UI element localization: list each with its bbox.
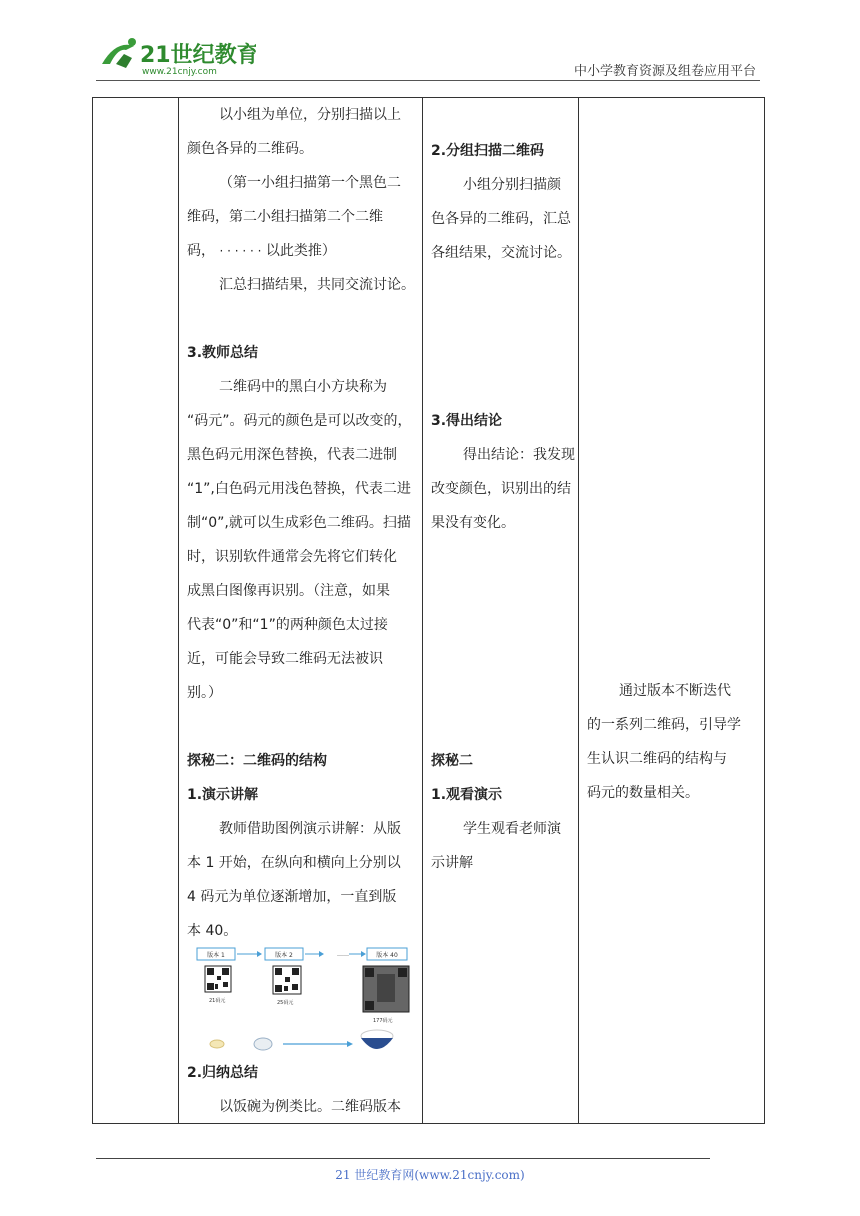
text-span: 以此类推）: [265, 243, 336, 259]
footer-link[interactable]: 21 世纪教育网(www.21cnjy.com): [335, 1168, 525, 1182]
section-heading: 1.观看演示: [431, 787, 503, 803]
text-line: 汇总扫描结果，共同交流讨论。: [219, 277, 415, 293]
text-line: 本 1 开始，在纵向和横向上分别以: [187, 855, 401, 871]
module-count-25: 25码元: [277, 1000, 294, 1006]
text-line: 小组分别扫描颜: [463, 177, 561, 193]
text-line: 示讲解: [431, 855, 473, 871]
header-divider: [96, 80, 760, 81]
qr-version-figure: [187, 944, 419, 1074]
text-line: 别。）: [187, 685, 222, 701]
section-heading: 1.演示讲解: [187, 787, 259, 803]
text-line: 代表“0”和“1”的两种颜色太过接: [187, 617, 388, 633]
qr-code-v40: [363, 966, 409, 1012]
version-1-label: 版本 1: [207, 952, 225, 959]
text-line: 以小组为单位，分别扫描以上: [219, 107, 401, 123]
text-line: 黑色码元用深色替换，代表二进制: [187, 447, 397, 463]
text-line: 颜色各异的二维码。: [187, 141, 313, 157]
footer-divider: [96, 1158, 710, 1159]
text-line: “码元”。码元的颜色是可以改变的，: [187, 413, 412, 429]
medium-bowl-icon: [254, 1038, 272, 1050]
text-line: 通过版本不断迭代: [619, 683, 731, 699]
table-col-2: [179, 98, 423, 1124]
module-count-177: 177码元: [373, 1018, 393, 1024]
text-line: 的一系列二维码，引导学: [587, 717, 741, 733]
module-count-21: 21码元: [209, 998, 226, 1004]
text-line: 学生观看老师演: [463, 821, 561, 837]
text-line: 成黑白图像再识别。（注意，如果: [187, 583, 390, 599]
text-line: 得出结论：我发现: [463, 447, 575, 463]
text-line: 本 40。: [187, 923, 238, 939]
small-bowl-icon: [210, 1040, 224, 1048]
section-heading: 3.教师总结: [187, 345, 259, 361]
text-line: 色各异的二维码，汇总: [431, 211, 571, 227]
logo-text: 21世纪教育: [140, 43, 256, 68]
text-line: 改变颜色，识别出的结: [431, 481, 571, 497]
large-bowl-icon: [361, 1030, 393, 1049]
text-line: 二维码中的黑白小方块称为: [219, 379, 387, 395]
header-platform-text: 中小学教育资源及组卷应用平台: [573, 64, 756, 79]
text-line: 4 码元为单位逐渐增加，一直到版: [187, 889, 397, 905]
table-col-3: [423, 98, 579, 1124]
text-line: 时，识别软件通常会先将它们转化: [187, 549, 397, 565]
text-line: （第一小组扫描第一个黑色二: [219, 175, 401, 191]
text-line: 码元的数量相关。: [587, 785, 699, 801]
logo-url: www.21cnjy.com: [142, 67, 217, 77]
text-line: 以饭碗为例类比。二维码版本: [219, 1099, 401, 1115]
section-heading: 2.归纳总结: [187, 1065, 259, 1081]
lesson-table: [92, 97, 765, 1124]
section-heading: 3.得出结论: [431, 413, 503, 429]
text-line: 果没有变化。: [431, 515, 515, 531]
text-line: 生认识二维码的结构与: [587, 751, 727, 767]
section-heading: 探秘二: [431, 753, 473, 769]
version-40-label: 版本 40: [376, 952, 398, 959]
text-line: 近，可能会导致二维码无法被识: [187, 651, 383, 667]
ellipsis-dots: · · · · · ·: [219, 244, 262, 258]
qr-code-v1: [205, 966, 231, 992]
section-heading: 探秘二：二维码的结构: [187, 753, 327, 769]
text-line: 制“0”,就可以生成彩色二维码。扫描: [187, 515, 411, 531]
table-col-4: [579, 98, 765, 1124]
logo: [96, 34, 256, 78]
text-span: 码，: [187, 243, 215, 259]
text-line: [187, 234, 336, 268]
text-line: 各组结果，交流讨论。: [431, 245, 571, 261]
text-line: “1”,白色码元用浅色替换，代表二进: [187, 481, 411, 497]
version-2-label: 版本 2: [275, 952, 293, 959]
table-col-1: [93, 98, 179, 1124]
text-line: 教师借助图例演示讲解：从版: [219, 821, 401, 837]
section-heading: 2.分组扫描二维码: [431, 143, 545, 159]
qr-code-v2: [273, 966, 301, 994]
text-line: 维码，第二小组扫描第二个二维: [187, 209, 383, 225]
ellipsis: ……: [337, 951, 349, 958]
